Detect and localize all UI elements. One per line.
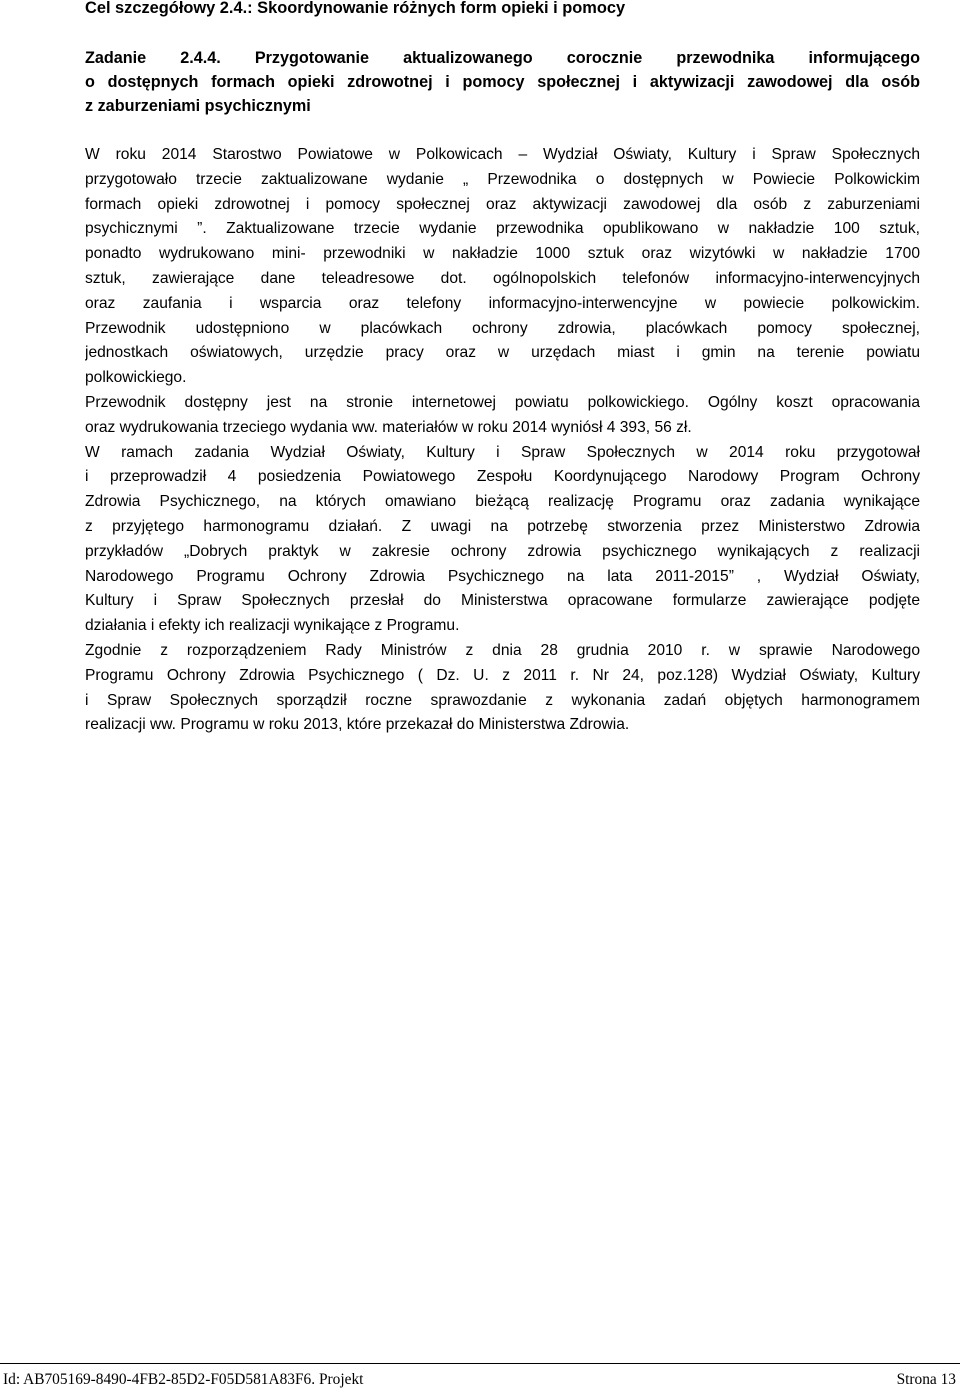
- task-title: [85, 46, 920, 118]
- body-line: polkowickiego.: [85, 369, 187, 387]
- body-line: W roku 2014 Starostwo Powiatowe w Polkowicach – Wydział Oświaty, Kultury i Spraw Społecznych: [85, 146, 920, 163]
- section-heading: Cel szczegółowy 2.4.: Skoordynowanie różnych form opieki i pomocy: [85, 0, 626, 17]
- body-line: Przewodnik udostępniono w placówkach ochrony zdrowia, placówkach pomocy społecznej,: [85, 319, 920, 337]
- task-title-line: o dostępnych formach opieki zdrowotnej i pomocy społecznej i aktywizacji zawodowej dla osób: [85, 73, 920, 91]
- task-title-line: z zaburzeniami psychicznymi: [85, 97, 311, 115]
- body-line: oraz wydrukowania trzeciego wydania ww. materiałów w roku 2014 wyniósł 4 393, 56 zł.: [85, 418, 692, 436]
- body-line: Narodowego Programu Ochrony Zdrowia Psychicznego na lata 2011-2015” , Wydział Oświaty,: [85, 567, 920, 585]
- body-line: W ramach zadania Wydział Oświaty, Kultury i Spraw Społecznych w 2014 roku przygotował: [85, 443, 920, 461]
- footer-page-number: Strona 13: [896, 1371, 956, 1388]
- body-line: z przyjętego harmonogramu działań. Z uwagi na potrzebę stworzenia przez Ministerstwo Zdrowia: [85, 517, 920, 535]
- body-line: Przewodnik dostępny jest na stronie internetowej powiatu polkowickiego. Ogólny koszt opracowania: [85, 393, 920, 411]
- body-line: Zgodnie z rozporządzeniem Rady Ministrów z dnia 28 grudnia 2010 r. w sprawie Narodowego: [85, 641, 920, 659]
- body-line: i przeprowadził 4 posiedzenia Powiatowego Zespołu Koordynującego Narodowy Program Ochrony: [85, 468, 920, 486]
- body-line: przykładów „Dobrych praktyk w zakresie ochrony zdrowia psychicznego wynikających z realizacji: [85, 542, 920, 560]
- body-line: formach opieki zdrowotnej i pomocy społecznej oraz aktywizacji zawodowej dla osób z zaburzeniami: [85, 195, 920, 213]
- body-line: Programu Ochrony Zdrowia Psychicznego ( Dz. U. z 2011 r. Nr 24, poz.128) Wydział Oświaty, Kultury: [85, 666, 920, 684]
- body-line: jednostkach oświatowych, urzędzie pracy oraz w urzędach miast i gmin na terenie powiatu: [85, 344, 920, 362]
- footer-divider: [0, 1363, 960, 1364]
- body-line: sztuk, zawierające dane teleadresowe dot. ogólnopolskich telefonów informacyjno-interwencyjnych: [85, 269, 920, 287]
- body-line: oraz zaufania i wsparcia oraz telefony informacyjno-interwencyjne w powiecie polkowickim.: [85, 294, 920, 312]
- footer-document-id: Id: AB705169-8490-4FB2-85D2-F05D581A83F6. Projekt: [3, 1371, 364, 1388]
- body-line: i Spraw Społecznych sporządził roczne sprawozdanie z wykonania zadań objętych harmonogramem: [85, 691, 920, 709]
- body-paragraphs: [85, 143, 920, 738]
- body-line: działania i efekty ich realizacji wynikające z Programu.: [85, 617, 460, 635]
- body-line: przygotowało trzecie zaktualizowane wydanie „ Przewodnika o dostępnych w Powiecie Polkowickim: [85, 170, 920, 188]
- body-line: psychicznymi ”. Zaktualizowane trzecie wydanie przewodnika opublikowano w nakładzie 100 sztuk,: [85, 220, 920, 238]
- body-line: realizacji ww. Programu w roku 2013, które przekazał do Ministerstwa Zdrowia.: [85, 716, 630, 734]
- body-line: ponadto wydrukowano mini- przewodniki w nakładzie 1000 sztuk oraz wizytówki w nakładzie 1700: [85, 245, 920, 263]
- body-line: Kultury i Spraw Społecznych przesłał do Ministerstwa opracowane formularze zawierające podjęte: [85, 592, 920, 610]
- body-line: Zdrowia Psychicznego, na których omawiano bieżącą realizację Programu oraz zadania wynikające: [85, 493, 920, 511]
- task-title-line: Zadanie 2.4.4. Przygotowanie aktualizowanego corocznie przewodnika informującego: [85, 49, 920, 67]
